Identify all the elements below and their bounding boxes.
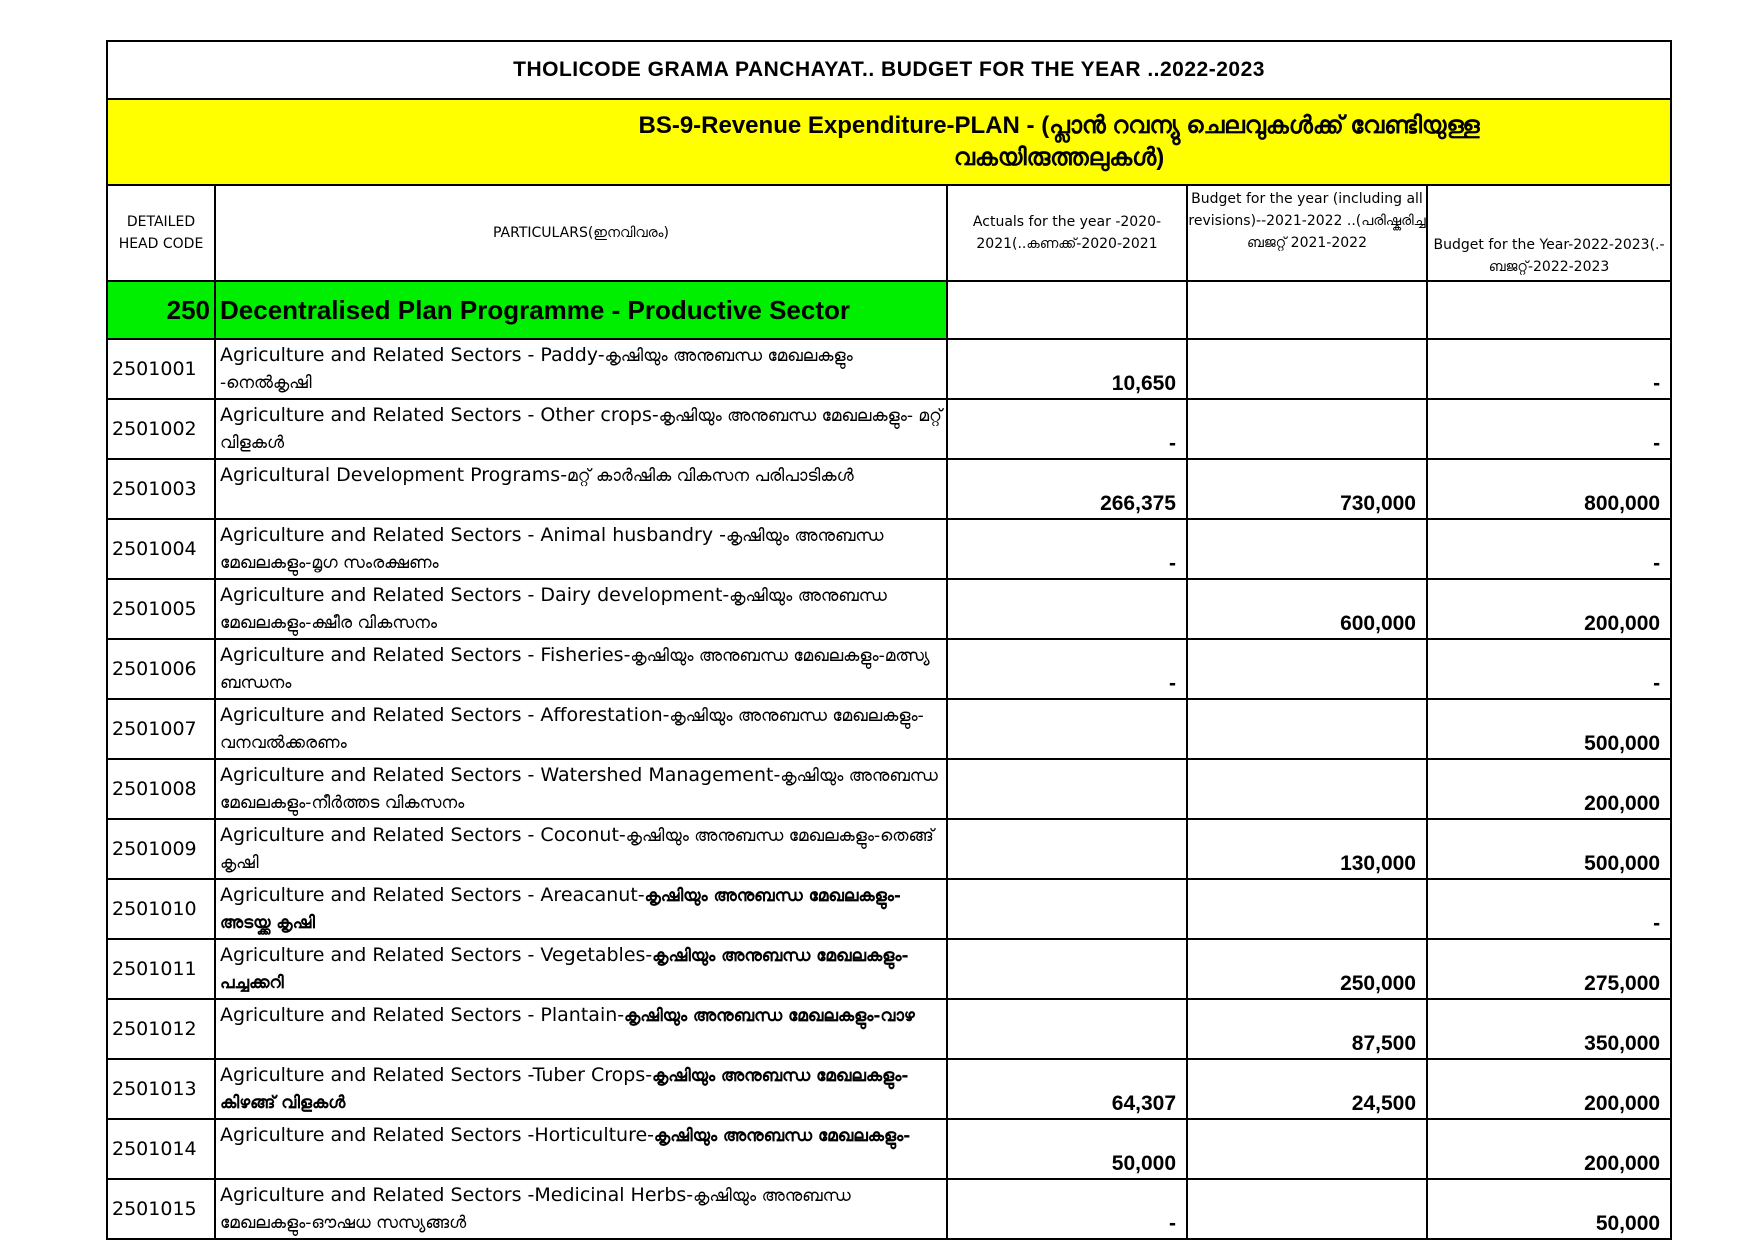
particulars-english: Agriculture and Related Sectors -Horticulture-	[220, 1124, 655, 1146]
header-actuals: Actuals for the year -2020-2021(..കണക്ക്-2020-2021	[947, 185, 1187, 281]
subtitle-text: BS-9-Revenue Expenditure-PLAN - (പ്ലാൻ റവന്യു ചെലവുകൾക്ക് വേണ്ടിയുള്ള വകയിരുത്തലുകൾ)	[638, 112, 1480, 171]
budget-amount-cell: 800,000	[1427, 459, 1671, 519]
table-row	[107, 819, 1671, 879]
page-title: THOLICODE GRAMA PANCHAYAT.. BUDGET FOR THE YEAR ..2022-2023	[107, 41, 1671, 99]
head-code-cell: 2501013	[107, 1059, 215, 1119]
particulars-english: Agriculture and Related Sectors - Animal husbandry -	[220, 524, 726, 546]
sector-actual-cell	[947, 281, 1187, 339]
sector-code: 250	[107, 281, 215, 339]
head-code-cell: 2501002	[107, 399, 215, 459]
table-row	[107, 939, 1671, 999]
particulars-english: Agriculture and Related Sectors - Paddy-	[220, 344, 605, 366]
header-head-code: DETAILED HEAD CODE	[107, 185, 215, 281]
budget-table	[106, 40, 1672, 1240]
actual-amount-cell	[947, 699, 1187, 759]
particulars-malayalam: മറ്റ് കാർഷിക വികസന പരിപാടികൾ	[567, 466, 854, 486]
actual-amount-cell	[947, 819, 1187, 879]
actual-amount-cell: -	[947, 519, 1187, 579]
header-particulars: PARTICULARS(ഇനവിവരം)	[215, 185, 947, 281]
revised-amount-cell: 87,500	[1187, 999, 1427, 1059]
actual-amount-cell	[947, 879, 1187, 939]
head-code-cell: 2501001	[107, 339, 215, 399]
particulars-malayalam: കൃഷിയും അനുബന്ധ മേഖലകളും-	[654, 1126, 911, 1146]
budget-amount-cell: 200,000	[1427, 1059, 1671, 1119]
revised-amount-cell	[1187, 519, 1427, 579]
sector-revised-cell	[1187, 281, 1427, 339]
table-row	[107, 759, 1671, 819]
particulars-cell	[215, 459, 947, 519]
revised-amount-cell: 24,500	[1187, 1059, 1427, 1119]
particulars-malayalam: കൃഷിയും അനുബന്ധ മേഖലകളും-പച്ചക്കറി	[220, 946, 909, 993]
particulars-malayalam: കൃഷിയും അനുബന്ധ മേഖലകളും-തെങ്ങ് കൃഷി	[220, 826, 934, 873]
particulars-malayalam: കൃഷിയും അനുബന്ധ മേഖലകളും-മത്സ്യ ബന്ധനം	[220, 646, 930, 693]
particulars-malayalam: കൃഷിയും അനുബന്ധ മേഖലകളും-അടയ്ക്ക കൃഷി	[220, 886, 901, 933]
table-row	[107, 519, 1671, 579]
particulars-malayalam: കൃഷിയും അനുബന്ധ മേഖലകളും-വാഴ	[624, 1006, 915, 1026]
actual-amount-cell: -	[947, 639, 1187, 699]
particulars-malayalam: കൃഷിയും അനുബന്ധ മേഖലകളും-കിഴങ്ങ് വിളകൾ	[220, 1066, 909, 1113]
head-code-cell: 2501010	[107, 879, 215, 939]
revised-amount-cell: 250,000	[1187, 939, 1427, 999]
budget-amount-cell: -	[1427, 879, 1671, 939]
table-row	[107, 579, 1671, 639]
particulars-cell	[215, 1179, 947, 1239]
revised-amount-cell	[1187, 879, 1427, 939]
particulars-cell	[215, 819, 947, 879]
head-code-cell: 2501007	[107, 699, 215, 759]
table-row	[107, 699, 1671, 759]
actual-amount-cell: 266,375	[947, 459, 1187, 519]
revised-amount-cell	[1187, 1179, 1427, 1239]
subtitle-row	[107, 99, 1671, 185]
budget-amount-cell: 500,000	[1427, 819, 1671, 879]
head-code-cell: 2501008	[107, 759, 215, 819]
head-code-cell: 2501014	[107, 1119, 215, 1179]
revised-amount-cell	[1187, 1119, 1427, 1179]
particulars-malayalam: കൃഷിയും അനുബന്ധ മേഖലകളും-ക്ഷീര വികസനം	[220, 586, 887, 633]
table-row	[107, 1059, 1671, 1119]
particulars-english: Agricultural Development Programs-	[220, 464, 568, 486]
particulars-malayalam: കൃഷിയും അനുബന്ധ മേഖലകളും-ഔഷധ സസ്യങ്ങൾ	[220, 1186, 851, 1233]
budget-amount-cell: 200,000	[1427, 759, 1671, 819]
particulars-malayalam: കൃഷിയും അനുബന്ധ മേഖലകളും -നെൽകൃഷി	[220, 346, 853, 393]
budget-amount-cell: -	[1427, 399, 1671, 459]
particulars-english: Agriculture and Related Sectors - Vegetables-	[220, 944, 653, 966]
particulars-english: Agriculture and Related Sectors - Afforestation-	[220, 704, 670, 726]
header-budget: Budget for the Year-2022-2023(.-ബജറ്റ്-2022-2023	[1427, 185, 1671, 281]
revised-amount-cell	[1187, 699, 1427, 759]
particulars-cell	[215, 1119, 947, 1179]
particulars-cell	[215, 999, 947, 1059]
particulars-cell	[215, 519, 947, 579]
revised-amount-cell: 600,000	[1187, 579, 1427, 639]
sector-name: Decentralised Plan Programme - Productive Sector	[215, 281, 947, 339]
header-revised-budget: Budget for the year (including all revisions)--2021-2022 ..(പരിഷ്കരിച്ച ബജറ്റ് 2021-2022	[1187, 185, 1427, 281]
head-code-cell: 2501011	[107, 939, 215, 999]
particulars-cell	[215, 399, 947, 459]
budget-amount-cell: 200,000	[1427, 579, 1671, 639]
particulars-english: Agriculture and Related Sectors - Coconut-	[220, 824, 626, 846]
revised-amount-cell: 730,000	[1187, 459, 1427, 519]
actual-amount-cell: 50,000	[947, 1119, 1187, 1179]
head-code-cell: 2501005	[107, 579, 215, 639]
particulars-malayalam: കൃഷിയും അനുബന്ധ മേഖലകളും- മറ്റ് വിളകൾ	[220, 406, 942, 453]
particulars-english: Agriculture and Related Sectors - Dairy development-	[220, 584, 730, 606]
particulars-english: Agriculture and Related Sectors - Other crops-	[220, 404, 659, 426]
title-row	[107, 41, 1671, 99]
particulars-english: Agriculture and Related Sectors -Medicinal Herbs-	[220, 1184, 694, 1206]
particulars-malayalam: കൃഷിയും അനുബന്ധ മേഖലകളും-നീർത്തട വികസനം	[220, 766, 938, 813]
table-row	[107, 339, 1671, 399]
table-row	[107, 1179, 1671, 1239]
budget-amount-cell: -	[1427, 339, 1671, 399]
particulars-cell	[215, 939, 947, 999]
budget-amount-cell: 50,000	[1427, 1179, 1671, 1239]
budget-amount-cell: 200,000	[1427, 1119, 1671, 1179]
actual-amount-cell: 10,650	[947, 339, 1187, 399]
budget-sheet	[106, 40, 1670, 1240]
statement-subtitle	[107, 99, 1671, 185]
head-code-cell: 2501004	[107, 519, 215, 579]
table-row	[107, 1119, 1671, 1179]
head-code-cell: 2501003	[107, 459, 215, 519]
particulars-cell	[215, 699, 947, 759]
particulars-cell	[215, 579, 947, 639]
table-row	[107, 999, 1671, 1059]
revised-amount-cell	[1187, 339, 1427, 399]
actual-amount-cell	[947, 939, 1187, 999]
revised-amount-cell	[1187, 759, 1427, 819]
particulars-cell	[215, 759, 947, 819]
sector-budget-cell	[1427, 281, 1671, 339]
particulars-malayalam: കൃഷിയും അനുബന്ധ മേഖലകളും-വനവൽക്കരണം	[220, 706, 924, 753]
table-row	[107, 459, 1671, 519]
head-code-cell: 2501012	[107, 999, 215, 1059]
actual-amount-cell: 64,307	[947, 1059, 1187, 1119]
table-row	[107, 639, 1671, 699]
particulars-english: Agriculture and Related Sectors - Watershed Management-	[220, 764, 781, 786]
head-code-cell: 2501006	[107, 639, 215, 699]
particulars-english: Agriculture and Related Sectors - Fisheries-	[220, 644, 631, 666]
sector-row	[107, 281, 1671, 339]
actual-amount-cell	[947, 759, 1187, 819]
head-code-cell: 2501015	[107, 1179, 215, 1239]
table-row	[107, 399, 1671, 459]
revised-amount-cell	[1187, 399, 1427, 459]
particulars-cell	[215, 639, 947, 699]
budget-amount-cell: 350,000	[1427, 999, 1671, 1059]
budget-amount-cell: 275,000	[1427, 939, 1671, 999]
column-header-row	[107, 185, 1671, 281]
table-row	[107, 879, 1671, 939]
actual-amount-cell: -	[947, 1179, 1187, 1239]
actual-amount-cell	[947, 579, 1187, 639]
particulars-english: Agriculture and Related Sectors -Tuber Crops-	[220, 1064, 653, 1086]
head-code-cell: 2501009	[107, 819, 215, 879]
actual-amount-cell	[947, 999, 1187, 1059]
budget-amount-cell: 500,000	[1427, 699, 1671, 759]
revised-amount-cell: 130,000	[1187, 819, 1427, 879]
particulars-malayalam: കൃഷിയും അനുബന്ധ മേഖലകളും-മൃഗ സംരക്ഷണം	[220, 526, 884, 573]
particulars-cell	[215, 879, 947, 939]
budget-amount-cell: -	[1427, 519, 1671, 579]
revised-amount-cell	[1187, 639, 1427, 699]
particulars-cell	[215, 339, 947, 399]
actual-amount-cell: -	[947, 399, 1187, 459]
particulars-cell	[215, 1059, 947, 1119]
particulars-english: Agriculture and Related Sectors - Plantain-	[220, 1004, 625, 1026]
particulars-english: Agriculture and Related Sectors - Areacanut-	[220, 884, 645, 906]
budget-amount-cell: -	[1427, 639, 1671, 699]
